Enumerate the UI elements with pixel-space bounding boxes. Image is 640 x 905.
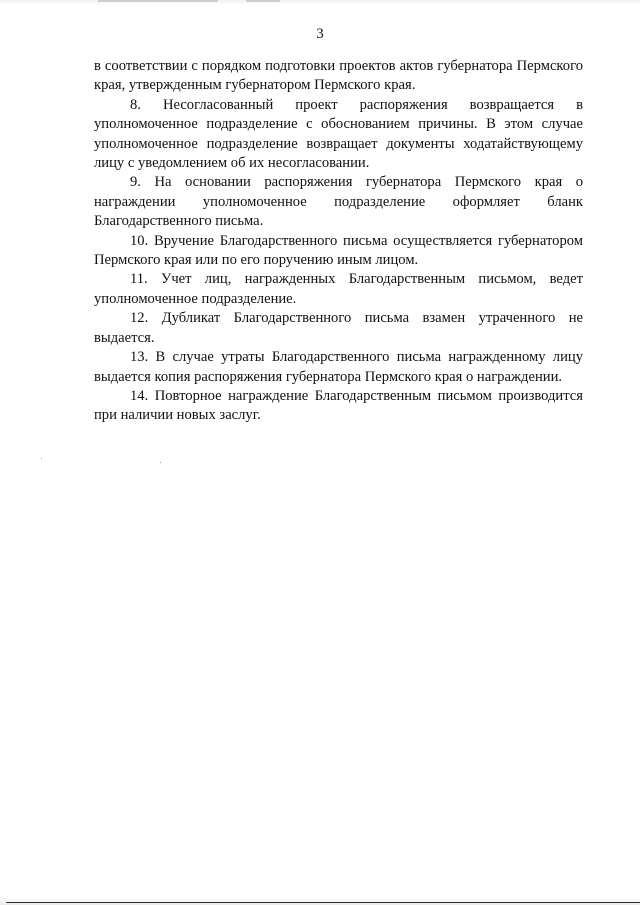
paragraph-item-13: 13. В случае утраты Благодарственного письма награжденному лицу выдается копия распоряжения губернатора Пермского края о награждении.: [94, 349, 583, 385]
paragraph-item-11: 11. Учет лиц, награжденных Благодарственным письмом, ведет уполномоченное подразделение.: [94, 271, 583, 307]
scan-bottom-line: [6, 902, 640, 903]
scan-bottom-edge: [0, 897, 640, 905]
paragraph-item-8: 8. Несогласованный проект распоряжения возвращается в уполномоченное подразделение с обоснованием причины. В этом случае уполномоченное подразделение возвращает документы ходатайствующему лицу с уведомлением об их несогласовании.: [94, 96, 583, 172]
paragraph-continuation: в соответствии с порядком подготовки проектов актов губернатора Пермского края, утвержденным губернатором Пермского края.: [94, 58, 583, 94]
scan-speck: [41, 458, 42, 459]
page-number: 3: [316, 26, 324, 42]
document-body: [94, 57, 583, 426]
paragraph-item-12: 12. Дубликат Благодарственного письма взамен утраченного не выдается.: [94, 310, 583, 346]
scan-artifact: [98, 0, 218, 2]
paragraph-item-10: 10. Вручение Благодарственного письма осуществляется губернатором Пермского края или по его поручению иным лицом.: [94, 232, 583, 269]
scan-artifact: [246, 0, 280, 2]
paragraph-item-14: 14. Повторное награждение Благодарственным письмом производится при наличии новых заслуг.: [94, 387, 583, 424]
paragraph-item-9: 9. На основании распоряжения губернатора Пермского края о награждении уполномоченное подразделение оформляет бланк Благодарственного письма.: [94, 174, 583, 230]
scan-top-edge: [0, 0, 640, 5]
scan-speck: [160, 462, 161, 463]
